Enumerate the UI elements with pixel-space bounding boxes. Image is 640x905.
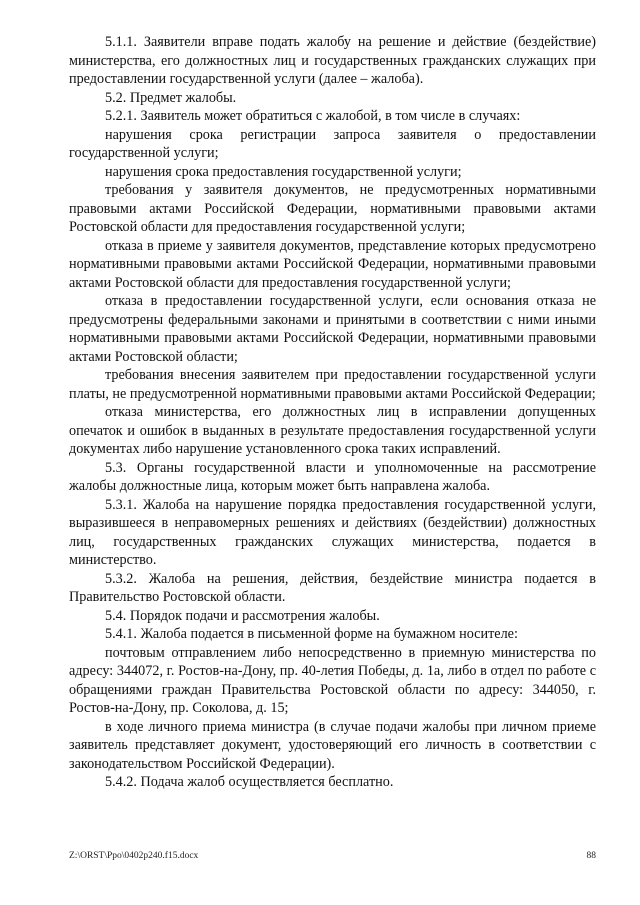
list-item-document-requirements: требования у заявителя документов, не предусмотренных нормативными правовыми актами Российской Федерации, нормативными правовыми актами Ростовской области для предоставления государственной услуги; <box>69 182 596 235</box>
footer-page-number: 88 <box>586 851 596 861</box>
list-item-document-refusal: отказа в приеме у заявителя документов, представление которых предусмотрено нормативными правовыми актами Российской Федерации, нормативными правовыми актами Ростовской области для предоставления государственной услуги; <box>69 237 596 291</box>
list-item-registration-deadline: нарушения срока регистрации запроса заявителя о предоставлении государственной услуги; <box>69 126 596 161</box>
footer-file-path: Z:\ORST\Ppo\0402p240.f15.docx <box>69 851 199 861</box>
heading-5-2: 5.2. Предмет жалобы. <box>105 89 237 106</box>
list-item-payment-requirement: требования внесения заявителем при предоставлении государственной услуги платы, не предусмотренной нормативными правовыми актами Российской Федерации; <box>69 367 596 402</box>
heading-5-4: 5.4. Порядок подачи и рассмотрения жалобы. <box>105 607 380 624</box>
paragraph-5-3-1: 5.3.1. Жалоба на нарушение порядка предоставления государственной услуги, выразившееся в неправомерных решениях и действиях (бездействии) должностных лиц, государственных гражданских служащих министерства, подается в министерство. <box>69 496 596 568</box>
paragraph-5-4-1: 5.4.1. Жалоба подается в письменной форме на бумажном носителе: <box>105 626 518 642</box>
paragraph-5-3-2: 5.3.2. Жалоба на решения, действия, бездействие министра подается в Правительство Ростовской области. <box>69 570 596 605</box>
list-item-personal-reception: в ходе личного приема министра (в случае подачи жалобы при личном приеме заявитель представляет документ, удостоверяющий его личность в соответствии с законодательством Российской Федерации). <box>69 718 596 772</box>
list-item-postal-submission: почтовым отправлением либо непосредственно в приемную министерства по адресу: 344072, г. Ростов-на-Дону, пр. 40-летия Победы, д. 1а, либо в отдел по работе с обращениями граждан Правительства Ростовской области по адресу: 344050, г. Ростов-на-Дону, пр. Соколова, д. 15; <box>69 644 596 716</box>
list-item-correction-refusal: отказа министерства, его должностных лиц в исправлении допущенных опечаток и ошибок в выданных в результате предоставления государственной услуги документах либо нарушение установленного срока таких исправлений. <box>69 404 596 457</box>
list-item-service-refusal: отказа в предоставлении государственной услуги, если основания отказа не предусмотрены федеральными законами и принятыми в соответствии с ними иными нормативными правовыми актами Российской Федерации, нормативными правовыми актами Ростовской области; <box>69 293 596 365</box>
paragraph-5-2-1: 5.2.1. Заявитель может обратиться с жалобой, в том числе в случаях: <box>105 108 521 124</box>
paragraph-5-1-1: 5.1.1. Заявители вправе подать жалобу на решение и действие (бездействие) министерства, его должностных лиц и государственных гражданских служащих при предоставлении государственной услуги (далее – жалоба). <box>69 34 596 87</box>
paragraph-5-4-2: 5.4.2. Подача жалоб осуществляется бесплатно. <box>105 774 394 790</box>
document-body <box>69 33 596 792</box>
paragraph-5-3: 5.3. Органы государственной власти и уполномоченные на рассмотрение жалобы должностные лица, которым может быть направлена жалоба. <box>69 459 596 494</box>
list-item-service-deadline: нарушения срока предоставления государственной услуги; <box>105 163 462 180</box>
